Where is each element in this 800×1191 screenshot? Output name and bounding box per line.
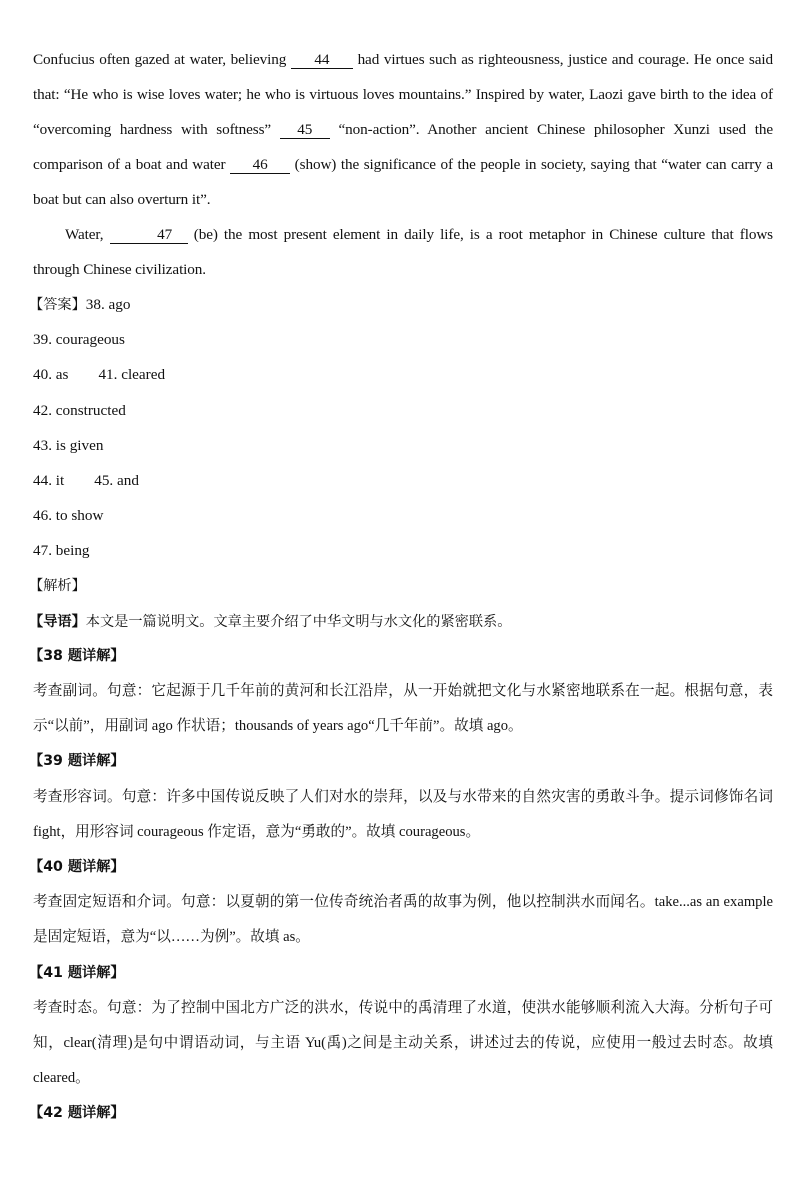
passage-text: “non-action”. Another ancient Chinese philosopher Xunzi used the comparison of a boat and water (33, 121, 773, 173)
answer-43: 43. is given (33, 436, 104, 454)
answer-row (33, 428, 773, 463)
answer-47: 47. being (33, 542, 90, 560)
answer-row (33, 393, 773, 428)
answer-row (33, 463, 773, 498)
answer-44: 44. it (33, 471, 65, 489)
answer-row (29, 287, 773, 322)
q38-explanation: 考查副词。句意：它起源于几千年前的黄河和长江沿岸，从一开始就把文化与水紧密地联系在一起。根据句意，表示“以前”，用副词 ago 作状语；thousands of years ago“几千年前”。故填 ago。 (33, 683, 773, 735)
blank-44: 44 (291, 51, 353, 69)
q38-heading: 【38 题详解】 (29, 647, 125, 664)
answer-row (33, 533, 773, 568)
q40-heading: 【40 题详解】 (29, 859, 125, 876)
answer-45: 45. and (94, 471, 139, 489)
q40-explanation: 考查固定短语和介词。句意：以夏朝的第一位传奇统治者禹的故事为例，他以控制洪水而闻名。take...as an example 是固定短语，意为“以……为例”。故填 as。 (33, 894, 773, 946)
passage-text: Water, (65, 226, 110, 243)
answer-38: 38. ago (85, 296, 131, 313)
answer-40: 40. as (33, 366, 69, 384)
answer-46: 46. to show (33, 507, 104, 525)
passage-paragraph-2 (33, 217, 773, 287)
passage-text: had virtues such as righteousness, justice and courage. He once said that: “He who is wise loves water; he who is virtuous loves mountains.” Inspired by water, Laozi gave birth to the idea of “overcoming hardness with softness” (33, 51, 773, 138)
q42-heading: 【42 题详解】 (29, 1105, 125, 1122)
blank-45: 45 (280, 121, 330, 139)
q41-explanation: 考查时态。句意：为了控制中国北方广泛的洪水，传说中的禹清理了水道，使洪水能够顺利流入大海。分析句子可知，clear(清理)是句中谓语动词，与主语 Yu(禹)之间是主动关系，讲述过去的传说，应使用一般过去时态。故填 cleared。 (33, 999, 773, 1087)
intro-text: 本文是一篇说明文。文章主要介绍了中华文明与水文化的紧密联系。 (85, 613, 512, 630)
answer-41: 41. cleared (98, 366, 166, 384)
blank-46: 46 (230, 156, 290, 174)
blank-47: 47 (110, 226, 188, 244)
analysis-label: 【解析】 (29, 577, 86, 594)
passage-text: (be) the most present element in daily life, is a root metaphor in Chinese culture that flows through Chinese civilization. (33, 226, 773, 278)
passage-paragraph-1 (33, 42, 773, 217)
document-page (29, 42, 773, 1132)
intro-label: 【导语】 (29, 613, 86, 630)
passage-text: (show) the significance of the people in society, saying that “water can carry a boat but can also overturn it”. (33, 156, 773, 208)
answer-row (33, 498, 773, 533)
q39-explanation: 考查形容词。句意：许多中国传说反映了人们对水的崇拜，以及与水带来的自然灾害的勇敢斗争。提示词修饰名词 fight，用形容词 courageous 作定语，意为“勇敢的”。故填 courageous。 (33, 788, 773, 840)
passage-text: Confucius often gazed at water, believing (33, 51, 291, 68)
answer-label: 【答案】 (29, 297, 86, 313)
answer-39: 39. courageous (33, 331, 125, 349)
answer-42: 42. constructed (33, 401, 126, 419)
answer-row (33, 357, 773, 392)
answer-row (33, 322, 773, 357)
q41-heading: 【41 题详解】 (29, 964, 125, 981)
q39-heading: 【39 题详解】 (29, 753, 125, 770)
intro-row (29, 604, 773, 639)
